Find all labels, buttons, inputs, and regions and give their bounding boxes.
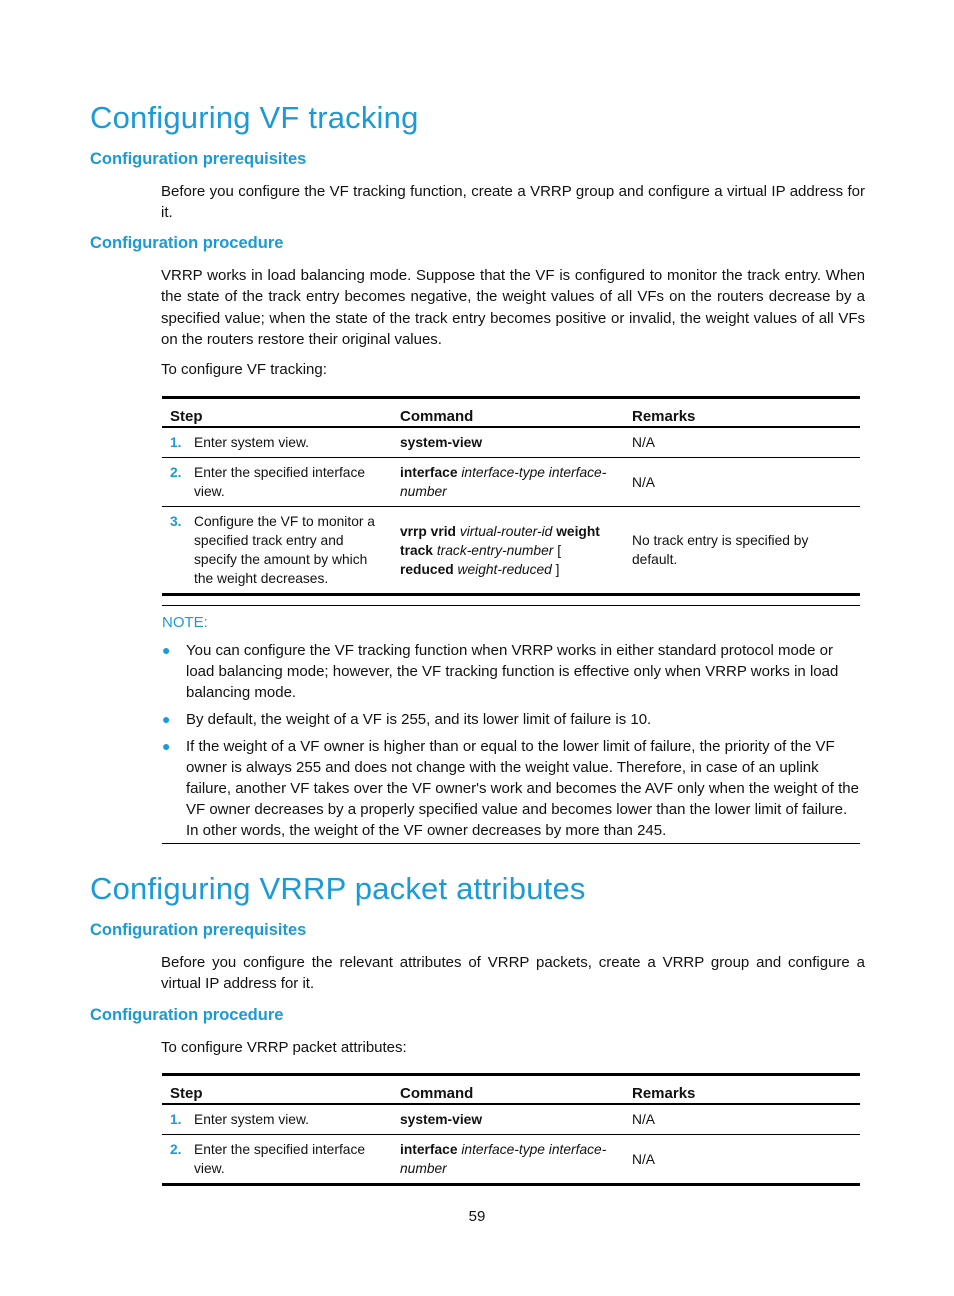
table-row — [162, 1135, 860, 1185]
note-list — [162, 640, 860, 847]
note-item — [162, 640, 860, 703]
remarks-cell: N/A — [624, 458, 860, 507]
section-title: Configuring VF tracking — [90, 100, 419, 135]
note-box — [162, 605, 860, 844]
command-part: interface-type interface-number — [400, 1142, 607, 1176]
procedure-intro: To configure VRRP packet attributes: — [161, 1039, 407, 1056]
bullet-icon: ● — [162, 642, 171, 658]
procedure-intro: To configure VF tracking: — [161, 361, 327, 378]
procedure-heading: Configuration procedure — [90, 234, 284, 252]
command-cell — [392, 427, 624, 458]
step-description: Configure the VF to monitor a specified track entry and specify the amount by which the weight decreases. — [190, 507, 392, 595]
note-text: If the weight of a VF owner is higher than or equal to the lower limit of failure, the priority of the VF owner is always 255 and does not change with the weight value. Therefore, in case of an uplink failure, another VF takes over the VF owner's work and becomes the AVF only when the weight of the VF owner decreases by a properly specified value and becomes lower than the lower limit of failure. In other words, the weight of the VF owner decreases by more than 245. — [186, 738, 859, 839]
note-label: NOTE: — [162, 614, 208, 631]
table-row — [162, 507, 860, 595]
step-description: Enter system view. — [190, 427, 392, 458]
command-part: weight-reduced — [453, 561, 552, 577]
steps-table — [162, 1073, 860, 1186]
step-number: 1. — [162, 427, 190, 458]
command-part: virtual-router-id — [455, 523, 557, 539]
procedure-heading: Configuration procedure — [90, 1006, 284, 1024]
command-part: interface — [400, 1142, 458, 1157]
header-remarks: Remarks — [624, 398, 860, 428]
header-remarks: Remarks — [624, 1075, 860, 1105]
command-cell — [392, 1135, 624, 1185]
remarks-cell: N/A — [624, 1135, 860, 1185]
step-number: 3. — [162, 507, 190, 595]
table-row — [162, 427, 860, 458]
command-part: system-view — [400, 435, 483, 450]
command-part: weight track — [400, 523, 600, 558]
table-row — [162, 458, 860, 507]
step-number: 2. — [162, 1135, 190, 1185]
command-cell — [392, 458, 624, 507]
command-part: vrrp vrid — [400, 523, 456, 539]
command-part: interface-type interface-number — [400, 465, 607, 499]
header-command: Command — [392, 398, 624, 428]
step-number: 1. — [162, 1104, 190, 1135]
step-description: Enter system view. — [190, 1104, 392, 1135]
command-part: ] — [551, 561, 560, 577]
remarks-cell: No track entry is specified by default. — [624, 507, 860, 595]
step-description: Enter the specified interface view. — [190, 458, 392, 507]
command-part: interface — [400, 465, 458, 480]
bullet-icon: ● — [162, 738, 171, 754]
header-step: Step — [162, 1075, 392, 1105]
remarks-cell: N/A — [624, 427, 860, 458]
note-item — [162, 709, 860, 730]
command-cell — [392, 1104, 624, 1135]
command-part: system-view — [400, 1112, 483, 1127]
note-item — [162, 736, 860, 841]
command-part: [ — [557, 542, 562, 558]
section-title: Configuring VRRP packet attributes — [90, 871, 586, 906]
header-step: Step — [162, 398, 392, 428]
page-number: 59 — [468, 1208, 486, 1225]
note-text: You can configure the VF tracking function when VRRP works in either standard protocol mode or load balancing mode; however, the VF tracking function is effective only when VRRP works in load balancing mode. — [186, 642, 839, 701]
command-cell — [392, 507, 624, 595]
note-text: By default, the weight of a VF is 255, and its lower limit of failure is 10. — [186, 711, 652, 728]
prerequisites-text: Before you configure the VF tracking function, create a VRRP group and configure a virtual IP address for it. — [161, 183, 865, 222]
procedure-text: VRRP works in load balancing mode. Suppose that the VF is configured to monitor the track entry. When the state of the track entry becomes negative, the weight values of all VFs on the routers decrease by a specified value; when the state of the track entry becomes positive or invalid, the weight values of all VFs on the routers restore their original values. — [161, 267, 865, 348]
command-part: track-entry-number — [432, 542, 558, 558]
header-command: Command — [392, 1075, 624, 1105]
prerequisites-heading: Configuration prerequisites — [90, 921, 307, 939]
step-number: 2. — [162, 458, 190, 507]
prerequisites-text: Before you configure the relevant attributes of VRRP packets, create a VRRP group and configure a virtual IP address for it. — [161, 954, 865, 993]
prerequisites-heading: Configuration prerequisites — [90, 150, 307, 168]
command-part: reduced — [400, 561, 454, 577]
remarks-cell: N/A — [624, 1104, 860, 1135]
bullet-icon: ● — [162, 711, 171, 727]
table-row — [162, 1104, 860, 1135]
step-description: Enter the specified interface view. — [190, 1135, 392, 1185]
steps-table — [162, 396, 860, 596]
